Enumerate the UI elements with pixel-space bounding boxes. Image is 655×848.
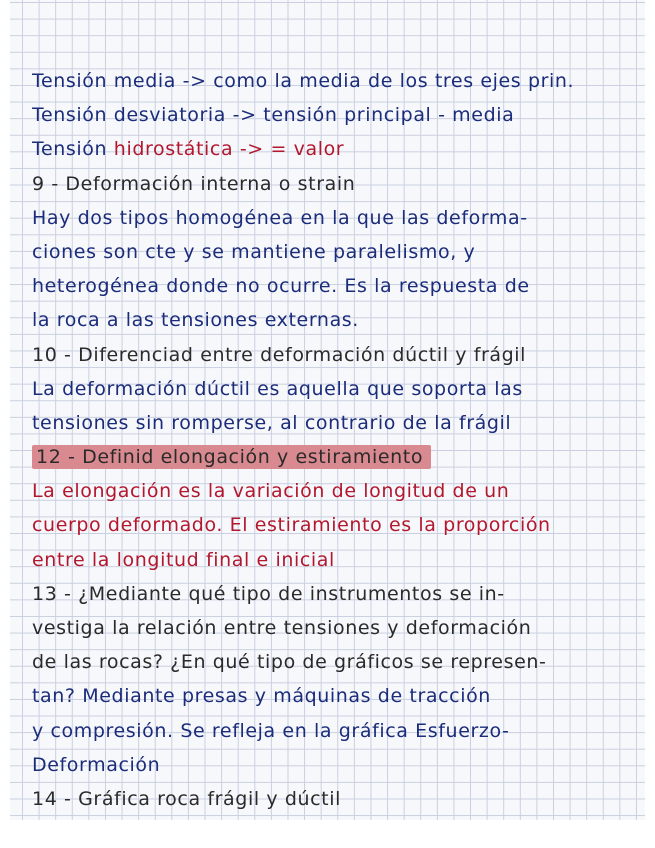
question-heading: 10 - Diferenciad entre deformación dúctil y frágil — [32, 343, 527, 366]
question-heading: 14 - Gráfica roca frágil y dúctil — [32, 787, 341, 810]
note-line-part: hidrostática -> = valor — [113, 138, 345, 161]
note-line — [32, 132, 642, 166]
note-line: y compresión. Se refleja en la gráfica Esfuerzo- — [32, 719, 510, 742]
note-line: tan? Mediante presas y máquinas de tracción — [32, 685, 491, 708]
highlight-marker: 12 - Definid elongación y estiramiento — [32, 445, 431, 469]
note-line: cuerpo deformado. El estiramiento es la proporción — [32, 514, 551, 537]
note-line: la roca a las tensiones externas. — [32, 309, 359, 332]
note-line: entre la longitud final e inicial — [32, 548, 335, 571]
question-heading: vestiga la relación entre tensiones y deformación — [32, 617, 532, 639]
note-line: tensiones sin romperse, al contrario de la frágil — [32, 411, 512, 434]
note-line: heterogénea donde no ocurre. Es la respuesta de — [32, 275, 530, 298]
note-line: ciones son cte y se mantiene paralelismo, y — [32, 240, 476, 263]
note-line: Tensión desviatoria -> tensión principal - media — [32, 104, 515, 127]
question-heading: 13 - ¿Mediante qué tipo de instrumentos se in- — [32, 582, 505, 605]
question-heading: 9 - Deformación interna o strain — [32, 172, 356, 195]
question-heading: de las rocas? ¿En qué tipo de gráficos se represen- — [32, 651, 547, 674]
highlighted-question — [32, 440, 642, 474]
note-line: Hay dos tipos homogénea en la que las deforma- — [32, 206, 528, 229]
note-line: Tensión media -> como la media de los tres ejes prin. — [32, 70, 575, 92]
note-line: La elongación es la variación de longitud de un — [32, 480, 510, 503]
note-line-part: Tensión — [32, 138, 114, 161]
handwritten-notes — [32, 64, 642, 816]
note-line: La deformación dúctil es aquella que soporta las — [32, 377, 523, 400]
note-line: Deformación — [32, 753, 161, 776]
